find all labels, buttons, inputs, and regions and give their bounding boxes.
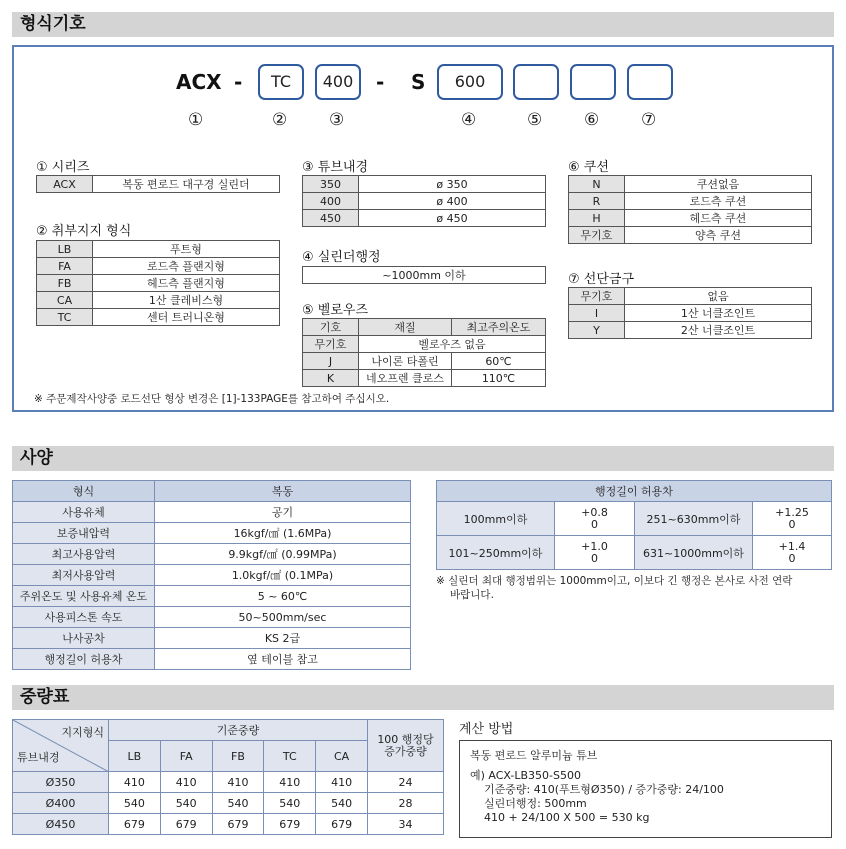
table-cell: I [569,305,625,322]
table-cell: +1.4 0 [753,536,832,570]
table-cell: 나이론 타폴린 [359,353,452,370]
code-number: ① [188,110,204,130]
tolerance-note-line1: ※ 실린더 최대 행정범위는 1000mm이고, 이보다 긴 행정은 본사로 사전 연락 [436,575,793,587]
table-cell: KS 2급 [155,628,411,649]
table-cell: 400 [303,193,359,210]
code-box-bellows [513,64,559,100]
table-cell: Ø400 [13,793,109,814]
table-cell: 110℃ [452,370,546,387]
table-cell: 410 [109,772,161,793]
table-cell: 679 [160,814,212,835]
table-cell: 공기 [155,502,411,523]
table-cell: 무기호 [303,336,359,353]
section-title-spec: 사양 [12,446,834,471]
table-cell: 679 [109,814,161,835]
table-cell: 무기호 [569,227,625,244]
code-number: ④ [461,110,477,130]
table-cell: ~1000mm 이하 [303,267,546,284]
table-cell: 410 [316,772,368,793]
table-cell: 450 [303,210,359,227]
table-cell: ø 400 [359,193,546,210]
table-cell: 센터 트러니온형 [93,309,280,326]
table-cell: 네오프렌 클로스 [359,370,452,387]
table-cell: 행정길이 허용차 [437,481,832,502]
stroke-tolerance-table [436,480,832,570]
table-cell: ø 450 [359,210,546,227]
table-cell: 50~500mm/sec [155,607,411,628]
table-cell: 679 [316,814,368,835]
calc-line: 기준중량: 410(푸트형Ø350) / 증가중량: 24/100 [484,783,724,796]
table-cell: 540 [109,793,161,814]
table-cell: 형식 [13,481,155,502]
table-cell: 60℃ [452,353,546,370]
section-title-weight: 중량표 [12,685,834,710]
table-cell: J [303,353,359,370]
code-note: ※ 주문제작사양중 로드선단 형상 변경은 [1]-133PAGE를 참고하여 주십시오. [34,393,390,405]
table-cell: Ø350 [13,772,109,793]
table-cell: 최저사용압력 [13,565,155,586]
table-cell: FB [37,275,93,292]
bellows-table [302,318,546,387]
table-cell: 기호 [303,319,359,336]
table-cell: FA [37,258,93,275]
rodend-table [568,287,812,339]
table-cell: FB [212,741,264,772]
weight-table [12,719,444,835]
table-cell: ø 350 [359,176,546,193]
table-cell: 헤드측 플랜지형 [93,275,280,292]
code-number: ⑦ [641,110,657,130]
table-cell: 로드측 쿠션 [625,193,812,210]
code-number: ② [272,110,288,130]
table-cell: 350 [303,176,359,193]
code-number: ③ [329,110,345,130]
code-box-mount: TC [258,64,304,100]
table-cell: 없음 [625,288,812,305]
table-cell: 631~1000mm이하 [635,536,753,570]
tolerance-note-line2: 바랍니다. [450,589,494,601]
table-cell: 100 행정당 증가중량 [368,720,444,772]
table-cell: 100mm이하 [437,502,555,536]
code-number: ⑤ [527,110,543,130]
code-box-rodend [627,64,673,100]
table-cell: TC [37,309,93,326]
table-cell: R [569,193,625,210]
table-cell: 옆 테이블 참고 [155,649,411,670]
table-cell: 무기호 [569,288,625,305]
table-cell: 251~630mm이하 [635,502,753,536]
tube-table [302,175,546,227]
table-cell: CA [37,292,93,309]
table-cell: 복동 [155,481,411,502]
table-cell: +1.25 0 [753,502,832,536]
table-cell: 푸트형 [93,241,280,258]
code-prefix: ACX [176,70,222,94]
code-box-bore: 400 [315,64,361,100]
table-cell: Ø450 [13,814,109,835]
table-cell: 나사공차 [13,628,155,649]
code-dash: - [376,70,385,94]
table-cell: 16kgf/㎠ (1.6MPa) [155,523,411,544]
table-cell: 540 [212,793,264,814]
table-cell: 벨로우즈 없음 [359,336,546,353]
table-cell: 540 [264,793,316,814]
table-cell: 행정길이 허용차 [13,649,155,670]
code-box-cushion [570,64,616,100]
table-cell: 101~250mm이하 [437,536,555,570]
calc-line: 예) ACX-LB350-S500 [470,769,582,782]
table-cell: K [303,370,359,387]
cyl-stroke-table [302,266,546,284]
table-cell: 보증내압력 [13,523,155,544]
table-cell: H [569,210,625,227]
table-cell: 양측 쿠션 [625,227,812,244]
table-cell: 지지형식 튜브내경 [13,720,109,772]
table-cell: 410 [264,772,316,793]
table-cell: 1산 너클조인트 [625,305,812,322]
table-cell: 28 [368,793,444,814]
calc-box [459,740,832,838]
table-cell: +0.8 0 [555,502,635,536]
table-cell: 5 ~ 60℃ [155,586,411,607]
table-cell: 쿠션없음 [625,176,812,193]
table-cell: 복동 편로드 대구경 실린더 [93,176,280,193]
mount-table [36,240,280,326]
table-cell: 9.9kgf/㎠ (0.99MPa) [155,544,411,565]
table-cell: ACX [37,176,93,193]
calc-line: 실린더행정: 500mm [484,797,587,810]
table-cell: 1산 클레비스형 [93,292,280,309]
rodend-title: ⑦ 선단금구 [568,272,635,287]
table-cell: 사용유체 [13,502,155,523]
section-title-model-code: 형식기호 [12,12,834,37]
table-cell: 로드측 플랜지형 [93,258,280,275]
series-title: ① 시리즈 [36,160,90,175]
table-cell: TC [264,741,316,772]
table-cell: 재질 [359,319,452,336]
table-cell: +1.0 0 [555,536,635,570]
table-cell: 2산 너클조인트 [625,322,812,339]
table-cell: 헤드측 쿠션 [625,210,812,227]
spec-table [12,480,411,670]
calc-line: 410 + 24/100 X 500 = 530 kg [484,811,650,824]
code-dash: - [234,70,243,94]
table-cell: 최고사용압력 [13,544,155,565]
code-number: ⑥ [584,110,600,130]
table-cell: LB [37,241,93,258]
table-cell: 사용피스톤 속도 [13,607,155,628]
cushion-title: ⑥ 쿠션 [568,160,609,175]
table-cell: 최고주의온도 [452,319,546,336]
table-cell: 540 [316,793,368,814]
table-cell: Y [569,322,625,339]
table-cell: 679 [212,814,264,835]
bellows-title: ⑤ 벨로우즈 [302,303,369,318]
table-cell: 679 [264,814,316,835]
table-cell: LB [109,741,161,772]
table-cell: FA [160,741,212,772]
table-cell: 24 [368,772,444,793]
code-stroke-prefix: S [411,70,426,94]
series-table [36,175,280,193]
cushion-table [568,175,812,244]
tube-title: ③ 튜브내경 [302,160,369,175]
table-cell: 기준중량 [109,720,368,741]
table-cell: 주위온도 및 사용유체 온도 [13,586,155,607]
mount-title: ② 취부지지 형식 [36,224,132,239]
cyl-stroke-title: ④ 실린더행정 [302,250,381,265]
table-cell: N [569,176,625,193]
table-cell: 410 [160,772,212,793]
code-box-stroke: 600 [437,64,503,100]
table-cell: 410 [212,772,264,793]
table-cell: 34 [368,814,444,835]
calc-line: 복동 편로드 알루미늄 튜브 [470,749,598,762]
calc-title: 계산 방법 [459,722,514,737]
table-cell: 540 [160,793,212,814]
table-cell: CA [316,741,368,772]
table-cell: 1.0kgf/㎠ (0.1MPa) [155,565,411,586]
